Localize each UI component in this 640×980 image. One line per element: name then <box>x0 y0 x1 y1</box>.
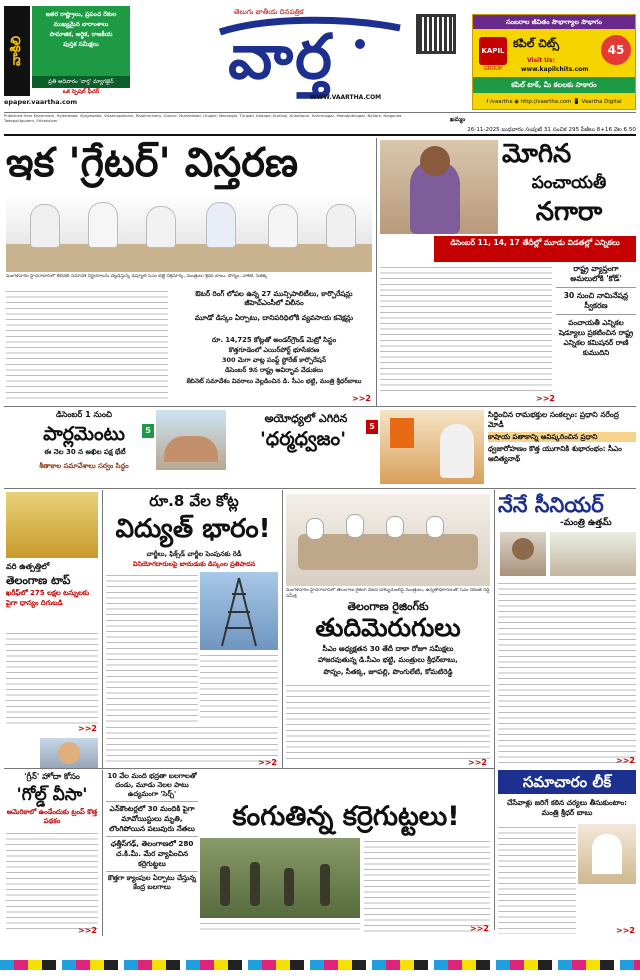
leak-body <box>498 824 576 934</box>
power-deck: చార్జీలు, ఫిక్స్‌డ్ చార్జీల పెంపునకు రెడీ <box>146 550 242 558</box>
dateline-date: 26-11-2025 బుధవారం సంపుటి 31 సంచిక 295 పేజీలు 8+16 వెల 6.50 <box>467 127 636 133</box>
senior-body <box>498 580 636 764</box>
power-headline[interactable]: విద్యుత్ భారం! <box>115 514 271 544</box>
dharma-side <box>488 410 636 486</box>
senior-attrib: -మంత్రి ఉత్తమ్ <box>560 518 612 528</box>
forest-security-photo <box>200 838 360 918</box>
naxal-point: ఛత్తీస్‌గఢ్, తెలంగాణలో 280 చ.కి.మీ. మేర వ్యాపించిన కర్రెగుట్టలు <box>110 839 194 868</box>
parliament-page-badge: 5 <box>142 424 154 438</box>
ad-top: సంబరాల జీవితం సౌభాగ్యాల సౌభాగం <box>473 15 635 29</box>
power-tower-photo <box>200 572 278 650</box>
rice-deck: ఖరీఫ్‌లో 275 లక్షల టన్నులకు పైగా ధాన్యం దిగుబడి <box>6 589 90 607</box>
ayodhya-photo <box>380 410 484 484</box>
naxal-decks <box>106 772 198 934</box>
green-continue[interactable]: >>2 <box>78 926 97 935</box>
rice-body <box>6 630 98 726</box>
dharma-kicker: అయోధ్యలో ఎగిరిన <box>264 412 348 425</box>
building-photo <box>550 532 636 576</box>
panchayat-side <box>556 264 636 402</box>
rice-headline[interactable]: తెలంగాణ టాప్ <box>6 574 71 587</box>
rising-body <box>286 682 490 762</box>
panchayat-headline-1[interactable]: మోగిన <box>502 139 572 169</box>
cabinet-photo-caption: మంగళవారం హైదరాబాద్‌లో కేబినెట్ సమావేశ నిర్ణయాలను వెల్లడిస్తున్న డిప్యూటీ సీఎం భట్టి విక్రమార్క, మంత్రులు శ్రీధర్ బాబు, పొన్నం, వాకిటి, సీతక్క <box>6 274 268 279</box>
lead-highlights <box>176 290 372 400</box>
paddy-photo <box>6 492 98 558</box>
naxal-point: కొత్తగా క్యాంపుల ఏర్పాటు చేస్తున్న కేంద్ర బలగాలు <box>107 874 197 891</box>
magazine-name: వాకిలి <box>4 6 30 96</box>
election-commissioner-photo <box>380 140 498 234</box>
epaper-link[interactable]: epaper.vaartha.com <box>4 98 78 106</box>
dharma-headline[interactable]: 'ధర్మధ్వజం' <box>259 428 347 450</box>
lead-headline[interactable]: ఇక 'గ్రేటర్' విస్తరణ <box>6 140 298 186</box>
secretariat-photo <box>578 824 636 884</box>
ad-bottom: కపిల్ టాక్, మీ కలలకు సాకారం <box>473 77 635 93</box>
parliament-sub: ఈ నెల 30 న అఖిల పక్ష భేటీ <box>44 448 126 456</box>
highlight-item: కొత్తగూడెంలో ఎయిర్‌పోర్ట్ భూసేకరణ <box>228 346 320 354</box>
promo-line: పుస్తక సమీక్షలు <box>63 41 99 48</box>
lead-continue[interactable]: >>2 <box>352 394 371 403</box>
naxal-continue[interactable]: >>2 <box>470 924 489 933</box>
rising-deck3: పొన్నం, సీతక్క, జూపల్లి, పొంగులేటి, కోమటిరెడ్డి <box>323 668 453 676</box>
social-strip[interactable]: f /vaartha ◉ http://vaartha.com 📱 Vaartha Digital <box>486 99 622 105</box>
promo-line: ప్రతి ఆదివారం 'వార్త' మ్యాగజైన్ <box>32 76 130 88</box>
panchayat-headline-2[interactable]: పంచాయతీ <box>531 173 607 193</box>
power-body-2 <box>106 724 278 766</box>
editions-line: Published from Khammam, Hyderabad, Vijayawada, Visakhapatnam, Rajahmundry, Guntur, Nizamabad, Ongole, Warangal, Tirupati, Kadapa, Kurnool, Anantapur, Karimnagar, Mahabubnagar, Nellore, Nalgonda, Tadepalligudem, Srikakulam <box>4 114 403 123</box>
naxal-body-1 <box>200 920 360 934</box>
cabinet-photo <box>6 192 372 272</box>
dharma-point: కాషాయ పతాకాన్ని ఆవిష్కరించిన ప్రధాని <box>488 432 636 442</box>
rice-continue[interactable]: >>2 <box>78 724 97 733</box>
lead-body-text <box>6 288 168 400</box>
panchayat-point: రాష్ట్ర వ్యాప్తంగా అమలులోకి 'కోడ్' <box>570 264 622 283</box>
website[interactable]: WWW.VAARTHA.COM <box>310 94 382 101</box>
dateline-city: ఖమ్మం <box>450 116 466 123</box>
dharma-point: సిద్ధించిన రామభక్తుల సంకల్పం: ప్రధాని నరేంద్ర మోడీ <box>488 410 619 429</box>
rising-meeting-photo <box>286 494 490 586</box>
promo-line: ఒక స్పెషల్ ఫీచర్ <box>32 88 130 96</box>
logo-text: వార్త <box>228 20 334 93</box>
naxal-body-2 <box>364 838 490 932</box>
power-kicker: రూ.8 వేల కోట్ల <box>149 492 239 510</box>
highlight-item: కేబినెట్ సమావేశం వివరాలు వెల్లడించిన డి. సీఎం భట్టి, మంత్రి శ్రీధర్‌బాబు <box>186 378 362 385</box>
green-deck: అమెరికాలో ఉండేందుకు ట్రంప్ కొత్త పథకం <box>6 808 98 825</box>
rising-deck: సీఎం అధ్యక్షతన 30 తేదీ దాకా రోజూ సమీక్షలు <box>322 644 454 653</box>
promo-line: ఇతర రాష్ట్రాలు, ప్రపంచ రేకుల <box>45 11 117 18</box>
naxal-headline[interactable]: కంగుతిన్న కర్రెగుట్టలు! <box>232 801 460 832</box>
naxal-point: 10 వేల మంది భద్రతా బలగాలతో దండు, మూడు నెలల పాటు ఉద్యమంగా 'సెర్చ్' <box>107 772 197 798</box>
green-body <box>6 830 98 934</box>
senior-continue[interactable]: >>2 <box>616 756 635 765</box>
naxal-point: ఎన్‌కౌంటర్లలో 30 మందికి పైగా మావోయిస్టులు మృతి, లొంగిపోయిన పలువురు నేతలు <box>109 804 195 833</box>
panchayat-continue[interactable]: >>2 <box>536 394 555 403</box>
rice-kicker: వరి ఉత్పత్తిలో <box>6 562 50 571</box>
leak-deck: చేసేవాళ్లు జరిగే కఠిన చర్యలు తీసుకుంటాం: మంత్రి శ్రీధర్ బాబు <box>507 798 627 817</box>
power-deck2: వినియోగదారులపై బాదుడుకు డిస్కంల ప్రతిపాదన <box>132 560 256 568</box>
ad-url-label: Visit Us: <box>527 57 556 64</box>
rising-continue[interactable]: >>2 <box>468 758 487 767</box>
highlight-item: 300 మెగా వాట్ల పంప్డ్ స్టోరేజ్ కార్పొరేషన్ <box>221 356 327 364</box>
power-continue[interactable]: >>2 <box>258 758 277 767</box>
ad-url[interactable]: www.kapilchits.com <box>521 66 589 73</box>
tower-icon <box>200 572 278 650</box>
dharma-point: ధ్వజారోహణం కొత్త యుగానికి శుభారంభం: సీఎం ఆదిత్యనాథ్ <box>488 444 622 463</box>
magazine-promo <box>4 6 130 96</box>
rising-headline[interactable]: తుదిమెరుగులు <box>315 613 461 642</box>
dharma-page-badge: 5 <box>366 420 378 434</box>
qr-code[interactable] <box>416 14 456 54</box>
rising-photo-caption: మంగళవారం హైదరాబాద్‌లో తెలంగాణ రైజింగ్ విజన్ డాక్యుమెంట్‌పై మంత్రులు, ఉన్నతాధికారులతో సీఎం రేవంత్ రెడ్డి సమీక్ష <box>286 588 490 598</box>
highlight-item: డిసెంబర్ 9న రాష్ట్ర ఆవిర్భావ వేడుకలు <box>225 366 323 374</box>
highlight-item: రూ. 14,725 కోట్లతో అండర్‌గ్రౌండ్ మెట్రో సిస్టం <box>211 336 337 344</box>
parliament-headline[interactable]: పార్లమెంటు <box>43 423 125 445</box>
green-kicker: 'గ్రీన్' హోదా కోసం <box>24 772 80 781</box>
minister-uttam-photo <box>500 532 546 576</box>
panchayat-body <box>380 264 552 394</box>
panchayat-headline-3[interactable]: నగారా <box>535 197 603 227</box>
ad-logo-sub: GROUP <box>484 66 502 72</box>
parliament-photo <box>156 410 226 470</box>
parliament-kicker: డిసెంబర్ 1 నుంచి <box>55 410 113 419</box>
panchayat-point: 30 నుంచి నామినేషన్ల స్వీకరణ <box>563 291 629 310</box>
green-headline[interactable]: 'గోల్డ్ వీసా' <box>16 785 88 805</box>
power-body-1 <box>106 572 198 722</box>
power-body-3 <box>200 652 278 722</box>
panchayat-point: పంచాయతీ ఎన్నికల షెడ్యూలు ప్రకటించిన రాష్ట్ర ఎన్నికల కమిషనర్ రాణి కుముదిని <box>558 318 634 357</box>
highlight-item: ఔటర్ రింగ్ లోపల ఉన్న 27 మున్సిపాలిటీలు, కార్పొరేషన్లు జీహెచ్ఎంసీలో విలీనం <box>195 290 353 307</box>
rising-kicker: తెలంగాణ రైజింగ్‌కు <box>347 600 429 613</box>
logo <box>150 14 410 92</box>
leak-continue[interactable]: >>2 <box>616 926 635 935</box>
kapil-ad[interactable] <box>472 14 636 110</box>
anniversary-badge: 45 <box>601 35 631 65</box>
trump-photo <box>40 738 98 768</box>
rising-deck2: హాజరవుతున్న డి.సీఎం భట్టి, మంత్రులు శ్రీధర్‌బాబు, <box>318 656 458 664</box>
ad-brand: కపిల్ చిట్స్ <box>513 37 560 50</box>
promo-line: ముఖ్యమైన వారాంశాలు <box>53 21 109 28</box>
panchayat-banner: డిసెంబర్ 11, 14, 17 తేదీల్లో మూడు విడతల్లో ఎన్నికలు <box>434 236 636 262</box>
promo-line: సామాజిక, ఆర్థిక, రాజకీయ <box>49 31 113 38</box>
tagline: తెలుగు జాతీయ దినపత్రిక <box>234 8 304 16</box>
ad-logo: KAPIL <box>479 37 507 65</box>
color-register-strip <box>0 960 640 970</box>
highlight-item: మూడో డిస్కం ఏర్పాటు, దానిపరిధిలోకి వ్యవసాయ కనెక్షన్లు <box>194 314 354 322</box>
leak-headline[interactable]: సమాచారం లీక్ <box>498 770 636 794</box>
parliament-sub: శీతాకాల సమావేశాలు సర్వం సిద్ధం <box>39 462 129 470</box>
senior-headline[interactable]: నేనే సీనియర్ <box>498 493 604 517</box>
